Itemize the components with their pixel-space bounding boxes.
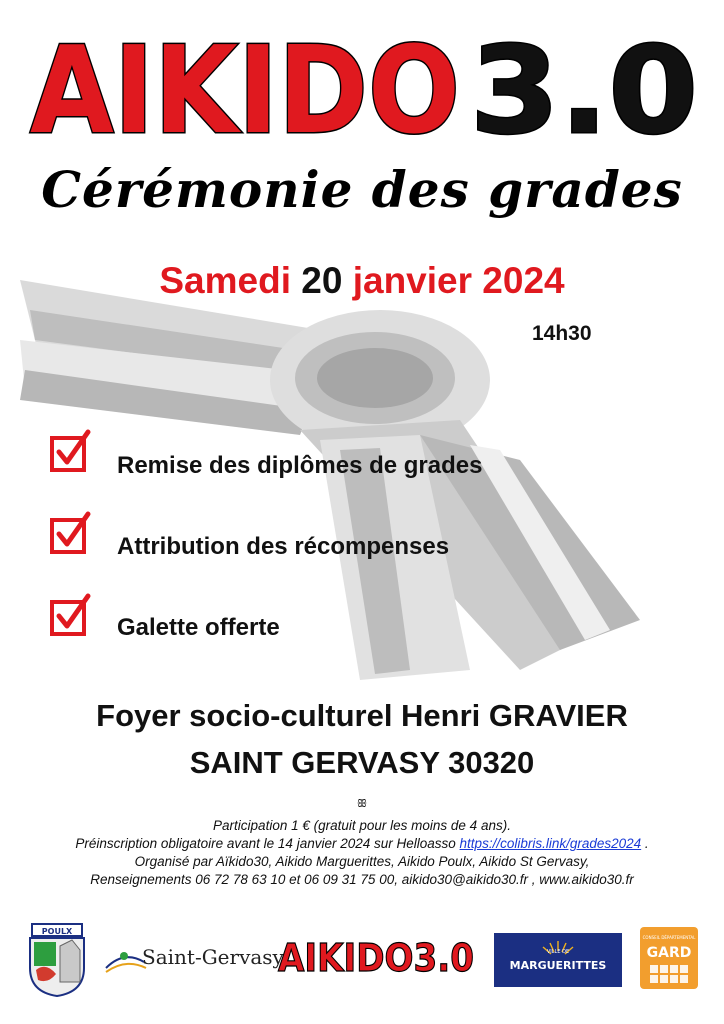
logo-text-red: AIKIDO xyxy=(30,22,460,161)
saint-gervasy-label: Saint-Gervasy xyxy=(142,945,284,969)
checked-box-icon xyxy=(50,430,92,472)
venue-name: Foyer socio-culturel Henri GRAVIER xyxy=(96,698,628,733)
contact-text: Renseignements 06 72 78 63 10 et 06 09 31 75 00, aikido30@aikido30.fr , www.aikido30.fr xyxy=(90,872,634,887)
event-day: Samedi xyxy=(159,260,291,301)
page-subtitle: Cérémonie des grades xyxy=(41,160,683,219)
helloasso-link[interactable]: https://colibris.link/grades2024 xyxy=(459,836,642,851)
poulx-label: POULX xyxy=(41,927,73,936)
aikido30-small-label: AIKIDO3.0 xyxy=(278,936,474,980)
checked-box-icon xyxy=(50,594,92,636)
poulx-crest-logo xyxy=(26,922,88,998)
event-day-number: 20 xyxy=(301,260,343,301)
event-date xyxy=(0,260,724,302)
ornament-icon: ꕥ xyxy=(356,798,368,810)
gard-department-logo xyxy=(640,927,698,989)
list-item: Attribution des récompenses xyxy=(117,533,450,560)
list-item: Remise des diplômes de grades xyxy=(117,452,483,479)
preinscription-prefix: Préinscription obligatoire avant le 14 janvier 2024 sur Helloasso xyxy=(75,836,456,851)
marguerittes-logo xyxy=(494,933,622,987)
participation-text: Participation 1 € (gratuit pour les moins de 4 ans). xyxy=(213,818,511,833)
marguerittes-small-label: VILLE DE xyxy=(546,949,570,955)
belt-background-image xyxy=(0,270,724,690)
event-month-year: janvier 2024 xyxy=(352,260,565,301)
logo-text-black: 3.0 xyxy=(470,22,698,161)
event-time: 14h30 xyxy=(532,322,592,345)
aikido30-small-logo xyxy=(278,936,474,980)
preinscription-text xyxy=(0,836,724,851)
marguerittes-label: MARGUERITTES xyxy=(509,959,607,972)
gard-label: GARD xyxy=(646,945,692,961)
list-item: Galette offerte xyxy=(117,614,280,641)
saint-gervasy-logo xyxy=(104,936,284,976)
aikido30-logo xyxy=(30,22,698,161)
preinscription-suffix: . xyxy=(644,836,649,851)
marguerittes-burst-icon xyxy=(494,933,622,987)
venue-city: SAINT GERVASY 30320 xyxy=(189,745,535,780)
gard-small-label: CONSEIL DÉPARTEMENTAL xyxy=(642,935,696,940)
organizers-text: Organisé par Aïkido30, Aikido Marguerittes, Aikido Poulx, Aikido St Gervasy, xyxy=(134,854,590,869)
checked-box-icon xyxy=(50,512,92,554)
